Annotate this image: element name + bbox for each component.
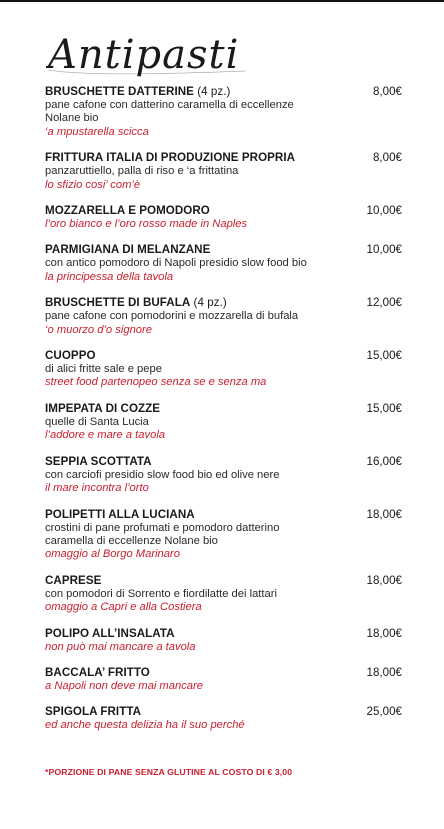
menu-item-header: [45, 704, 402, 719]
dish-name-text: SEPPIA SCOTTATA: [45, 454, 152, 468]
dish-tagline: a Napoli non deve mai mancare: [45, 679, 203, 692]
dish-price: 15,00€: [366, 349, 402, 363]
dish-description: quelle di Santa Lucia: [45, 415, 149, 428]
dish-price: 10,00€: [366, 204, 402, 218]
dish-price: 8,00€: [372, 85, 402, 98]
menu-item: [45, 573, 402, 615]
menu-item: [45, 150, 402, 192]
menu-item-header: [45, 401, 402, 416]
top-rule: [0, 0, 444, 2]
dish-name: [45, 573, 101, 588]
dish-name-text: FRITTURA ITALIA DI PRODUZIONE PROPRIA: [45, 151, 296, 165]
dish-name-text: CAPRESE: [45, 573, 102, 587]
dish-name-text: BRUSCHETTE DATTERINE: [45, 85, 194, 98]
dish-tagline: ed anche questa delizia ha il suo perché: [45, 719, 245, 732]
dish-tagline: omaggio al Borgo Marinaro: [45, 548, 180, 561]
menu-item-header: [45, 454, 402, 469]
dish-name-text: POLIPETTI ALLA LUCIANA: [45, 507, 195, 521]
menu-item: [45, 704, 402, 732]
menu-item: [45, 454, 402, 496]
dish-name-text: IMPEPATA DI COZZE: [45, 401, 161, 415]
dish-tagline: ‘o muorzo d’o signore: [45, 323, 152, 336]
dish-name: [45, 242, 210, 257]
dish-price: 18,00€: [366, 507, 402, 521]
dish-tagline: lo sfizio cosi’ com’è: [45, 178, 141, 191]
menu-item: [45, 665, 402, 693]
menu-item: [45, 203, 402, 231]
menu-item: [45, 348, 402, 390]
menu-item: [45, 507, 402, 562]
menu-item-header: [45, 665, 402, 680]
dish-price: 18,00€: [366, 626, 402, 640]
dish-tagline: ‘a mpustarella scicca: [45, 125, 149, 138]
dish-name: [45, 665, 150, 680]
menu-item-header: [45, 203, 402, 218]
menu-item-header: [45, 84, 402, 99]
dish-name: [45, 150, 295, 165]
dish-name-text: PARMIGIANA DI MELANZANE: [45, 243, 211, 257]
dish-description: pane cafone con pomodorini e mozzarella di bufala: [45, 310, 299, 323]
dish-tagline: la principessa della tavola: [45, 270, 174, 283]
menu-items-list: [45, 84, 402, 744]
menu-item-header: [45, 573, 402, 588]
menu-item-header: [45, 348, 402, 363]
dish-quantity: (4 pz.): [190, 296, 227, 310]
menu-item: [45, 626, 402, 654]
dish-price: 12,00€: [366, 296, 402, 310]
dish-tagline: non può mai mancare a tavola: [45, 640, 196, 653]
dish-description: pane cafone con datterino caramella di eccellenze Nolane bio: [45, 99, 294, 125]
menu-item: [45, 242, 402, 284]
dish-name-text: CUOPPO: [45, 349, 96, 363]
dish-name: [45, 295, 227, 310]
dish-price: 18,00€: [366, 573, 402, 587]
section-title-text: Antipasti: [48, 32, 240, 78]
dish-tagline: il mare incontra l’orto: [45, 482, 149, 495]
dish-price: 8,00€: [372, 151, 402, 165]
menu-item: [45, 84, 402, 139]
dish-name: [45, 507, 195, 522]
dish-name: [45, 401, 160, 416]
dish-name: [45, 704, 141, 719]
dish-tagline: l’addore e mare a tavola: [45, 429, 166, 442]
dish-description: con carciofi presidio slow food bio ed olive nere: [45, 468, 280, 481]
menu-item: [45, 295, 402, 337]
dish-price: 10,00€: [366, 243, 402, 257]
dish-price: 18,00€: [366, 665, 402, 679]
menu-item-header: [45, 626, 402, 641]
dish-description: con pomodori di Sorrento e fiordilatte dei lattari: [45, 587, 277, 600]
dish-name: [45, 84, 230, 99]
dish-name-text: BRUSCHETTE DI BUFALA: [45, 296, 191, 310]
dish-name-text: SPIGOLA FRITTA: [45, 705, 142, 719]
section-title: [46, 30, 286, 80]
dish-name: [45, 454, 152, 469]
dish-description: crostini di pane profumati e pomodoro datterino caramella di eccellenze Nolane bio: [45, 521, 280, 547]
dish-price: 25,00€: [366, 705, 402, 719]
dish-tagline: street food partenopeo senza se e senza ma: [45, 376, 267, 389]
dish-price: 16,00€: [366, 454, 402, 468]
menu-item-header: [45, 150, 402, 165]
menu-item-header: [45, 507, 402, 522]
dish-tagline: l’oro bianco e l’oro rosso made in Naples: [45, 218, 248, 231]
gluten-free-footnote: *PORZIONE DI PANE SENZA GLUTINE AL COSTO DI € 3,00: [45, 767, 293, 777]
menu-item-header: [45, 242, 402, 257]
dish-name: [45, 348, 96, 363]
dish-description: con antico pomodoro di Napoli presidio slow food bio: [45, 257, 307, 270]
menu-item: [45, 401, 402, 443]
dish-name-text: POLIPO ALL’INSALATA: [45, 626, 175, 640]
dish-name-text: MOZZARELLA E POMODORO: [45, 204, 210, 218]
dish-name: [45, 203, 210, 218]
menu-item-header: [45, 295, 402, 310]
dish-description: di alici fritte sale e pepe: [45, 363, 162, 376]
dish-price: 15,00€: [366, 401, 402, 415]
dish-name-text: BACCALA’ FRITTO: [45, 665, 150, 679]
dish-description: panzaruttiello, palla di riso e ‘a frittatina: [45, 165, 239, 178]
dish-name: [45, 626, 175, 641]
dish-quantity: (4 pz.): [193, 85, 231, 98]
dish-tagline: omaggio a Capri e alla Costiera: [45, 601, 202, 614]
